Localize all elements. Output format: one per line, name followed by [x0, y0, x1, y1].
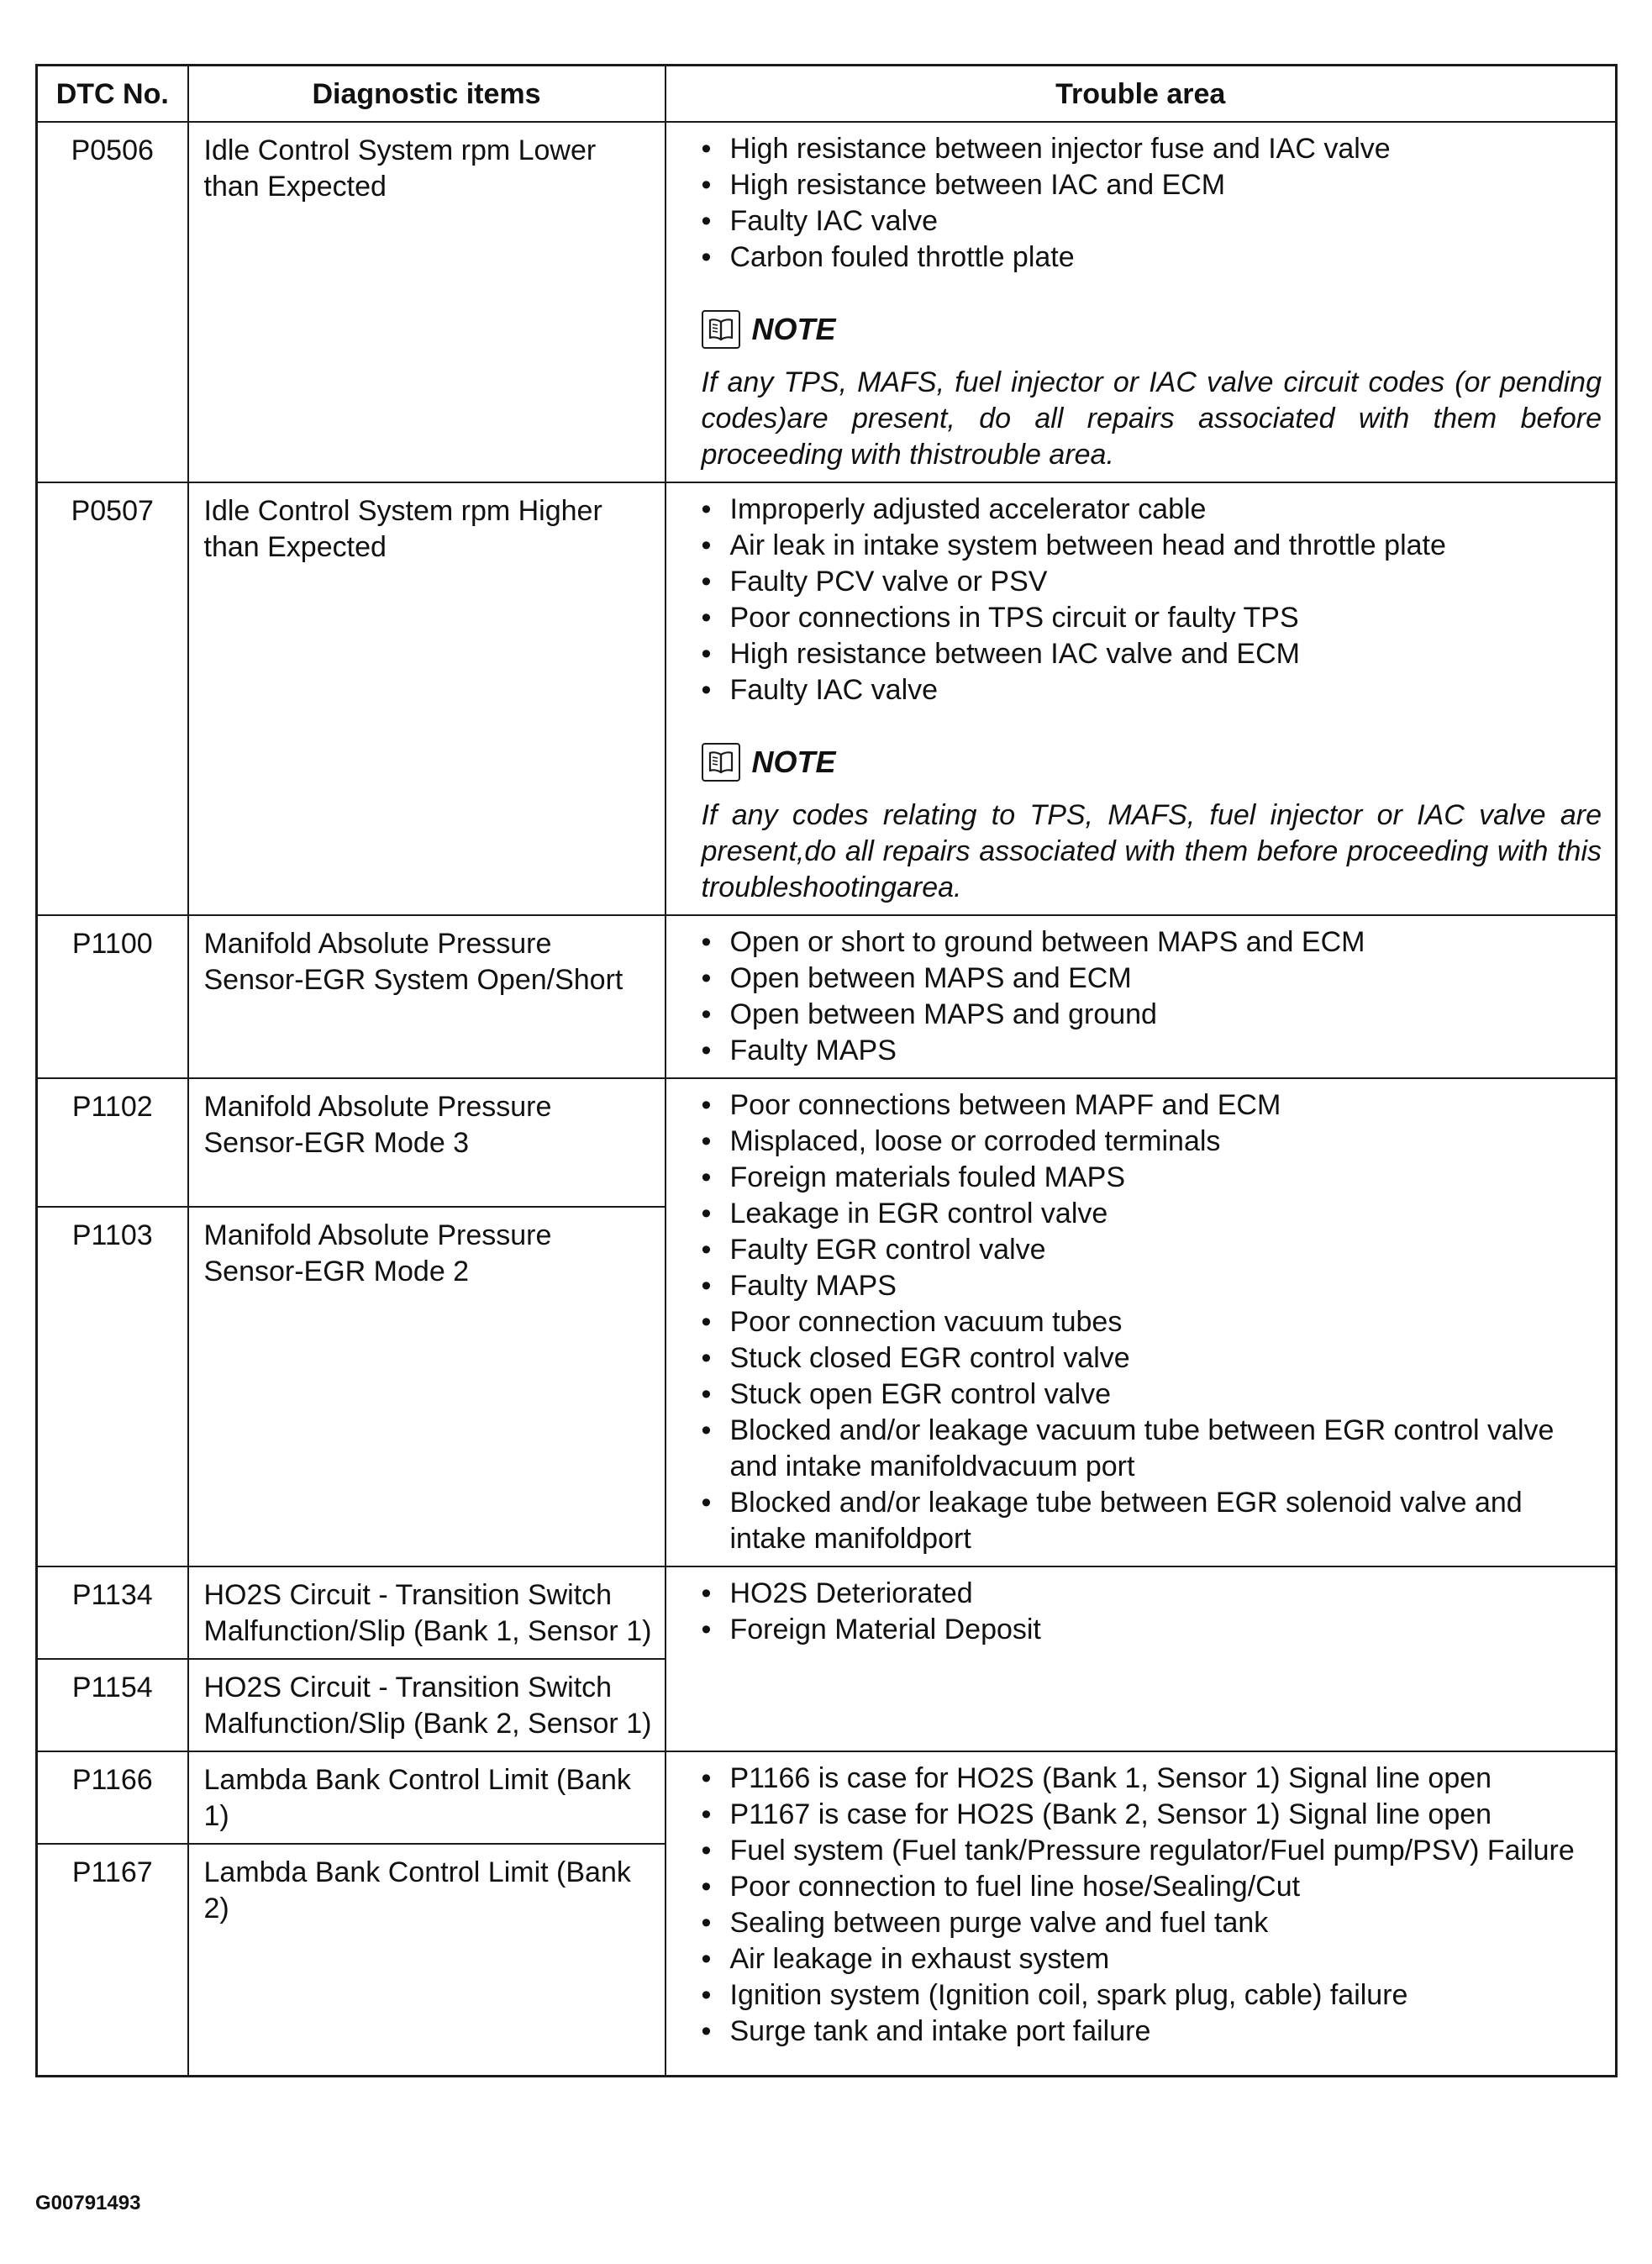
list-item: • Poor connection vacuum tubes [702, 1304, 1602, 1340]
list-item: • Open between MAPS and ECM [702, 961, 1602, 997]
manual-book-icon [702, 310, 740, 349]
note-label: NOTE [751, 745, 836, 779]
list-item: • Air leak in intake system between head and throttle plate [702, 528, 1602, 564]
list-item: • Ignition system (Ignition coil, spark plug, cable) failure [702, 1977, 1602, 2014]
list-item: • Poor connection to fuel line hose/Sealing/Cut [702, 1869, 1602, 1905]
list-item: • Faulty IAC valve [702, 672, 1602, 708]
diagnostic-item: Lambda Bank Control Limit (Bank 2) [188, 1844, 666, 2077]
list-item: • Poor connections between MAPF and ECM [702, 1087, 1602, 1124]
diagnostic-item: Idle Control System rpm Lower than Expected [188, 122, 666, 482]
manual-book-icon [702, 743, 740, 782]
list-item: • Carbon fouled throttle plate [702, 240, 1602, 276]
table-header-row [37, 66, 1617, 123]
note-block [702, 309, 1602, 473]
dtc-code: P1166 [37, 1751, 188, 1844]
list-item: • Poor connections in TPS circuit or faulty TPS [702, 600, 1602, 636]
header-diagnostic-items: Diagnostic items [188, 66, 666, 123]
dtc-code: P1100 [37, 915, 188, 1078]
figure-id: G00791493 [35, 2192, 141, 2214]
table-row [37, 1078, 1617, 1207]
diagnostic-item: Idle Control System rpm Higher than Expected [188, 482, 666, 915]
dtc-table-container [35, 64, 1615, 2077]
table-row [37, 915, 1617, 1078]
table-row [37, 482, 1617, 915]
list-item: • Foreign Material Deposit [702, 1612, 1602, 1648]
trouble-area [666, 1078, 1617, 1566]
list-item: • Blocked and/or leakage tube between EGR solenoid valve and intake manifoldport [702, 1485, 1602, 1557]
list-item: • Fuel system (Fuel tank/Pressure regulator/Fuel pump/PSV) Failure [702, 1833, 1602, 1869]
diagnostic-item: Manifold Absolute Pressure Sensor-EGR Mode 3 [188, 1078, 666, 1207]
list-item: • Improperly adjusted accelerator cable [702, 492, 1602, 528]
dtc-code: P1134 [37, 1566, 188, 1659]
list-item: • Stuck closed EGR control valve [702, 1340, 1602, 1377]
note-block [702, 742, 1602, 906]
diagnostic-item: HO2S Circuit - Transition Switch Malfunction/Slip (Bank 1, Sensor 1) [188, 1566, 666, 1659]
header-trouble-area: Trouble area [666, 66, 1617, 123]
trouble-list [702, 1087, 1602, 1557]
table-row [37, 122, 1617, 482]
list-item: • Stuck open EGR control valve [702, 1377, 1602, 1413]
dtc-code: P0507 [37, 482, 188, 915]
dtc-code: P0506 [37, 122, 188, 482]
note-label: NOTE [751, 312, 836, 346]
list-item: • Surge tank and intake port failure [702, 2014, 1602, 2050]
list-item: • Faulty MAPS [702, 1268, 1602, 1304]
list-item: • Sealing between purge valve and fuel tank [702, 1905, 1602, 1941]
diagnostic-item: HO2S Circuit - Transition Switch Malfunction/Slip (Bank 2, Sensor 1) [188, 1659, 666, 1751]
list-item: • High resistance between IAC and ECM [702, 167, 1602, 203]
trouble-area [666, 1566, 1617, 1751]
dtc-code: P1102 [37, 1078, 188, 1207]
list-item: • Faulty PCV valve or PSV [702, 564, 1602, 600]
trouble-area [666, 482, 1617, 915]
list-item: • Misplaced, loose or corroded terminals [702, 1124, 1602, 1160]
dtc-code: P1167 [37, 1844, 188, 2077]
table-row [37, 1751, 1617, 1844]
list-item: • P1167 is case for HO2S (Bank 2, Sensor 1) Signal line open [702, 1797, 1602, 1833]
trouble-area [666, 1751, 1617, 2077]
list-item: • P1166 is case for HO2S (Bank 1, Sensor 1) Signal line open [702, 1761, 1602, 1797]
dtc-table [35, 64, 1618, 2077]
table-row [37, 1566, 1617, 1659]
list-item: • Blocked and/or leakage vacuum tube between EGR control valve and intake manifoldvacuum port [702, 1413, 1602, 1485]
list-item: • Foreign materials fouled MAPS [702, 1160, 1602, 1196]
list-item: • Open or short to ground between MAPS and ECM [702, 924, 1602, 961]
note-text: If any TPS, MAFS, fuel injector or IAC valve circuit codes (or pending codes)are present, do all repairs associated with them before proceeding with thistrouble area. [701, 366, 1602, 471]
list-item: • Leakage in EGR control valve [702, 1196, 1602, 1232]
trouble-list [702, 924, 1602, 1069]
list-item: • Air leakage in exhaust system [702, 1941, 1602, 1977]
header-dtc-no: DTC No. [37, 66, 188, 123]
dtc-code: P1103 [37, 1207, 188, 1566]
note-heading [702, 742, 1602, 782]
trouble-list [702, 131, 1602, 276]
list-item: • Open between MAPS and ground [702, 997, 1602, 1033]
dtc-code: P1154 [37, 1659, 188, 1751]
list-item: • Faulty IAC valve [702, 203, 1602, 240]
trouble-list [702, 492, 1602, 708]
diagnostic-item: Lambda Bank Control Limit (Bank 1) [188, 1751, 666, 1844]
list-item: • Faulty EGR control valve [702, 1232, 1602, 1268]
trouble-area [666, 122, 1617, 482]
note-heading [702, 309, 1602, 350]
list-item: • High resistance between injector fuse and IAC valve [702, 131, 1602, 167]
trouble-list [702, 1761, 1602, 2050]
diagnostic-item: Manifold Absolute Pressure Sensor-EGR System Open/Short [188, 915, 666, 1078]
list-item: • High resistance between IAC valve and ECM [702, 636, 1602, 672]
diagnostic-item: Manifold Absolute Pressure Sensor-EGR Mode 2 [188, 1207, 666, 1566]
note-text: If any codes relating to TPS, MAFS, fuel injector or IAC valve are present,do all repairs associated with them before proceeding with this troubleshootingarea. [701, 799, 1602, 903]
trouble-area [666, 915, 1617, 1078]
list-item: • Faulty MAPS [702, 1033, 1602, 1069]
trouble-list [702, 1576, 1602, 1648]
list-item: • HO2S Deteriorated [702, 1576, 1602, 1612]
